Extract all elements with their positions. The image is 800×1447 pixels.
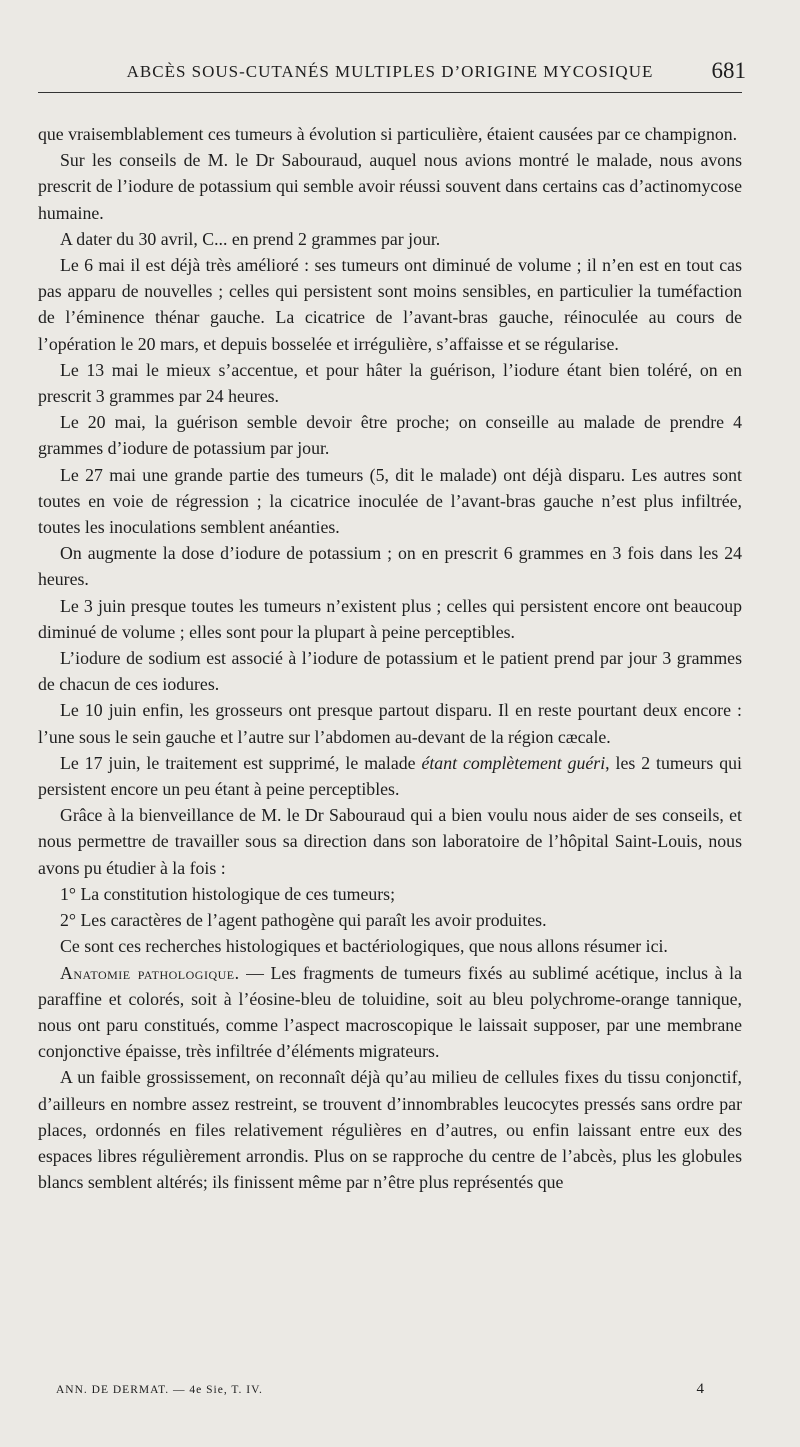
paragraph: 2° Les caractères de l’agent pathogène qui paraît les avoir produites. (60, 910, 547, 931)
paragraph: On augmente la dose d’iodure de potassium ; on en prescrit 6 grammes en 3 fois dans les 24 heures. (38, 543, 742, 590)
paragraph-text: Le 17 juin, le traitement est supprimé, le malade (60, 752, 422, 773)
paragraph: L’iodure de sodium est associé à l’iodure de potassium et le patient prend par jour 3 grammes de chacun de ces iodures. (38, 648, 742, 695)
italic-phrase: étant complètement guéri (421, 752, 606, 773)
paragraph: Le 6 mai il est déjà très amélioré : ses tumeurs ont diminué de volume ; il n’en est en tout cas pas apparu de nouvelles ; celles qui persistent sont moins sensibles, en particulier la tuméfaction de l’éminence thénar gauche. La cicatrice de l’avant-bras gauche, réinoculée au cours de l’opération le 20 mars, et depuis bosselée et irrégulière, s’affaisse et se régularise. (38, 255, 742, 354)
paragraph (38, 750, 742, 802)
page-number: 681 (711, 58, 746, 83)
paragraph-text: — Les fragments de tumeurs fixés au sublimé acétique, inclus à la paraffine et colorés, soit à l’éosine-bleu de toluidine, soit au bleu polychrome-orange tannique, nous ont paru constitués, comme l’aspect macroscopique le laissait supposer, par une membrane conjonctive épaisse, très infiltrée d’éléments migrateurs. (38, 962, 742, 1062)
body-text (38, 121, 742, 1195)
paragraph: Grâce à la bienveillance de M. le Dr Sabouraud qui a bien voulu nous aider de ses conseils, et nous permettre de travailler sous sa direction dans son laboratoire de l’hôpital Saint-Louis, nous avons pu étudier à la fois : (38, 805, 742, 878)
paragraph: Le 10 juin enfin, les grosseurs ont presque partout disparu. Il en reste pourtant deux encore : l’une sous le sein gauche et l’autre sur l’abdomen au-devant de la région cæcale. (38, 700, 742, 747)
running-title: ABCÈS SOUS-CUTANÉS MULTIPLES D’ORIGINE MYCOSIQUE (126, 62, 654, 81)
paragraph: A dater du 30 avril, C... en prend 2 grammes par jour. (60, 228, 441, 249)
section-heading: Anatomie pathologique. (60, 962, 240, 983)
paragraph-text: , les 2 tumeurs qui persistent encore un peu étant à peine perceptibles. (38, 752, 742, 800)
paragraph: A un faible grossissement, on reconnaît déjà qu’au milieu de cellules fixes du tissu conjonctif, d’ailleurs en nombre assez restreint, se trouvent d’innombrables leucocytes pressés sans ordre par places, ordonnés en files relativement régulières en d’autres, ou enfin laissant entre eux des espaces libres régulièrement arrondis. Plus on se rapproche du centre de l’abcès, plus les globules blancs semblent altérés; ils finissent même par n’être plus représentés que (38, 1067, 742, 1193)
paragraph: Sur les conseils de M. le Dr Sabouraud, auquel nous avions montré le malade, nous avons prescrit de l’iodure de potassium qui semble avoir réussi souvent dans certains cas d’actinomycose humaine. (38, 150, 742, 223)
paragraph: 1° La constitution histologique de ces tumeurs; (60, 883, 396, 904)
paragraph: Le 3 juin presque toutes les tumeurs n’existent plus ; celles qui persistent encore ont beaucoup diminué de volume ; elles sont pour la plupart à peine perceptibles. (38, 595, 742, 642)
paragraph: Le 13 mai le mieux s’accentue, et pour hâter la guérison, l’iodure étant bien toléré, on en prescrit 3 grammes par 24 heures. (38, 359, 742, 407)
paragraph: Le 27 mai une grande partie des tumeurs (5, dit le malade) ont déjà disparu. Les autres sont toutes en voie de régression ; la cicatrice inoculée de l’avant-bras gauche n’est plus infiltrée, toutes les inoculations semblent anéanties. (38, 464, 742, 538)
paragraph (38, 960, 742, 1065)
page-footer (56, 1381, 704, 1398)
journal-reference: ANN. DE DERMAT. — 4e Sie, T. IV. (56, 1384, 263, 1396)
paragraph: que vraisemblablement ces tumeurs à évolution si particulière, étaient causées par ce champignon. (38, 124, 738, 144)
paragraph: Le 20 mai, la guérison semble devoir être proche; on conseille au malade de prendre 4 grammes d’iodure de potassium par jour. (38, 412, 742, 459)
signature-mark: 4 (696, 1381, 704, 1397)
paragraph: Ce sont ces recherches histologiques et bactériologiques, que nous allons résumer ici. (60, 936, 668, 957)
running-header (38, 58, 746, 93)
